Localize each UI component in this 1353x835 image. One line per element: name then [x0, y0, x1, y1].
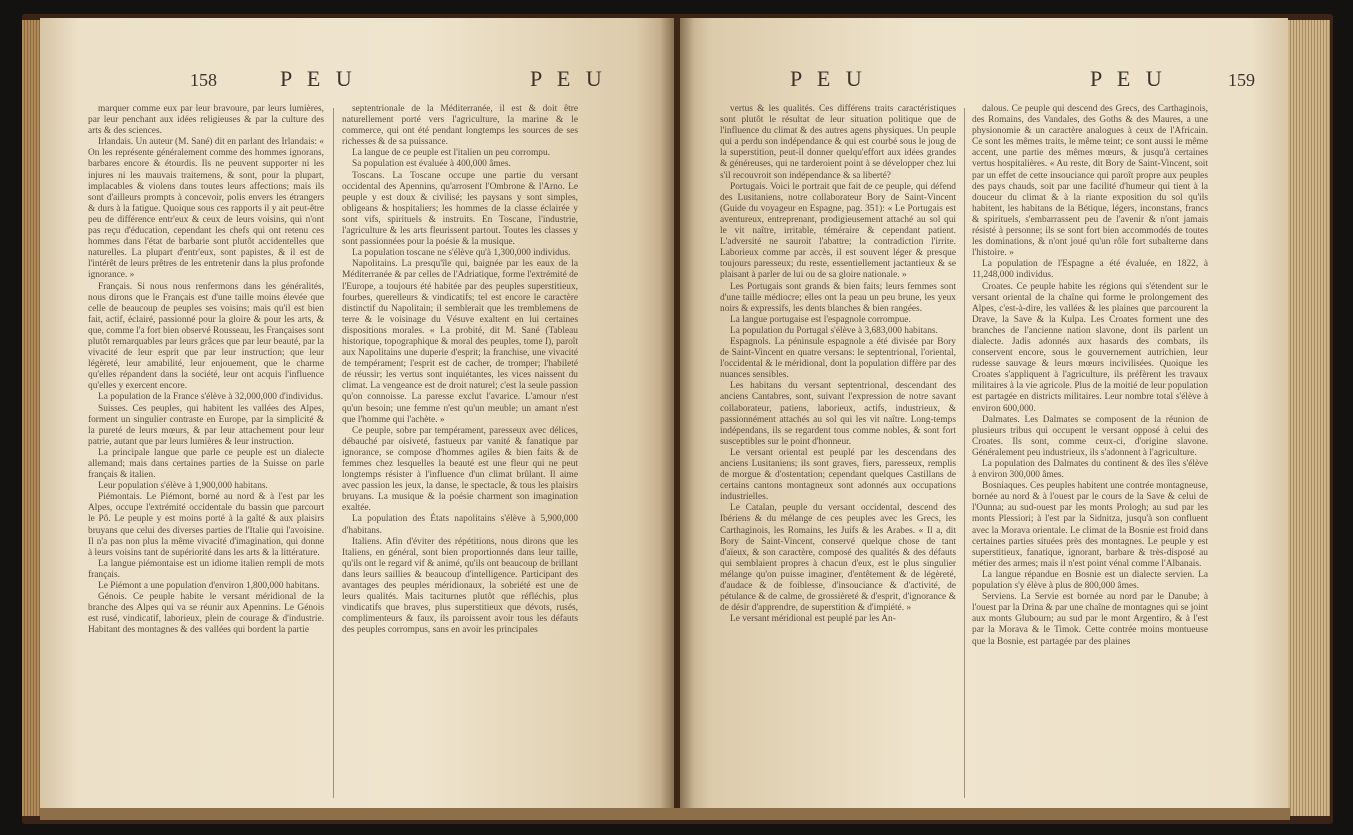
paragraph: Le versant méridional est peuplé par les An- [730, 614, 896, 625]
paragraph: Le Catalan, peuple du versant occidental, descend des Ibériens & du mélange de ces peuples avec les Grecs, les Carthaginois, les Romains, les Juifs & les Arabes. « Il a, dit Bory de Saint-Vincent, conservé quelque chose de tant d'aïeux, & son caractère, composé des qualités & des défauts qui semblaient propres à chacun d'eux, est le plus singulier mélange qu'on puisse imaginer, d'entêtement & de légèreté, d'audace & de foiblesse, d'insouciance & d'activité, de pétulance & de calme, de grossièreté & d'esprit, d'ignorance & de désir d'apprendre, de superstition & d'impiété. » [720, 503, 956, 614]
paragraph: Leur population s'élève à 1,900,000 habitans. [98, 481, 268, 492]
paragraph: Espagnols. La péninsule espagnole a été divisée par Bory de Saint-Vincent en quatre versans: le septentrional, l'oriental, l'occidental & le méridional, dont la population diffère par des nuances sensibles. [720, 336, 956, 381]
paragraph: Napolitains. La presqu'île qui, baignée par les eaux de la Méditerranée & par celles de l'Adriatique, forme l'extrémité de l'Europe, a toujours été habitée par des peuples superstitieux, fourbes, querelleurs & vindicatifs; tel est encore le caractère distinctif du Napolitain; il semblerait que les tremblemens de terre & le voisinage du Vésuve exaltent en lui certaines dispositions morales. « La probité, dit M. Sané (Tableau historique, topographique & moral des peuples, tome I), paroît aux Napolitains une duperie d'esprit; la franchise, une vivacité de tempérament; l'esprit est de cacher, de tromper; l'habileté de réussir; les vertus sont inquiétantes, les vices naissent du climat. La vengeance est de droit naturel; c'est la seule passion qu'on connoisse. La paresse exclut l'avarice. L'amour n'est qu'un besoin; une femme n'est qu'un meuble; un amant n'est que l'homme qui l'achète. » [342, 259, 578, 425]
paragraph: Piémontais. Le Piémont, borné au nord & à l'est par les Alpes, occupe l'extrémité occidentale du bassin que parcourt le Pô. Le peuple y est moins porté à la gaîté & aux plaisirs bruyans que celui des diverses parties de l'Italie qui l'avoisine. Il n'a pas non plus la même vivacité d'imagination, qui donne à leurs voisins tant de supériorité dans les arts & la littérature. [88, 492, 324, 558]
paragraph: La langue piémontaise est un idiome italien rempli de mots français. [88, 558, 324, 580]
paragraph: La langue répandue en Bosnie est un dialecte servien. La population s'y élève à plus de 800,000 âmes. [972, 569, 1208, 592]
paragraph: La principale langue que parle ce peuple est un dialecte allemand; mais dans certaines parties de la Suisse on parle français & italien. [88, 447, 324, 481]
paragraph: Ce peuple, sobre par tempérament, paresseux avec délices, débauché par oisiveté, fastueux par vanité & fanatique par ignorance, se compose d'hommes agiles & bien faits & de femmes chez lesquelles la beauté est une fleur qui ne peut longtemps résister à l'influence d'un climat brûlant. Il aime avec passion les jeux, la danse, le spectacle, & tous les plaisirs bruyans. La musique & la poésie charment son imagination exaltée. [342, 425, 578, 514]
paragraph: Suisses. Ces peuples, qui habitent les vallées des Alpes, forment un singulier contraste en Europe, par la simplicité & la pureté de leurs mœurs, & par leur attachement pour leur patrie, autant que par leurs lumières & leur instruction. [88, 403, 324, 447]
book-bottom-edge [40, 808, 1290, 820]
paragraph: Bosniaques. Ces peuples habitent une contrée montagneuse, bornée au nord & à l'ouest par le cours de la Save & celui de l'Ounna; au sud-ouest par les monts Prologh; au sud par les monts Plessiori; à l'est par la Sidnitza, jusqu'à son confluent avec la Morava orientale. Le climat de la Bosnie est froid dans certaines parties situées près des montagnes. Le peuple y est superstitieux, fanatique, ignorant, barbare & très-disposé au métier des armes; mais il n'est point vénal comme l'Albanais. [972, 481, 1208, 569]
paragraph: vertus & les qualités. Ces différens traits caractéristiques sont plutôt le résultat de leur situation politique que de l'influence du climat & des autres agens physiques. Un peuple qui a perdu son indépendance & qui est courbé sous le joug de la superstition, peut-il donner quelqu'effort aux idées grandes & généreuses, qui ne tarderoient point à se développer chez lui s'il recouvroit son indépendance & sa liberté? [720, 104, 956, 181]
paragraph: Le versant oriental est peuplé par les descendans des anciens Lusitaniens; ils sont graves, fiers, paresseux, remplis de morgue & d'ostentation; cependant quelques Castillans de certains cantons montagneux sont adonnés aux occupations industrielles. [720, 447, 956, 503]
left-page [40, 18, 674, 808]
paragraph: Toscans. La Toscane occupe une partie du versant occidental des Apennins, qu'arrosent l'Ombrone & l'Arno. Le peuple y est doux & civilisé; les paysans y sont simples, obligeans & hospitaliers; les hommes de la classe éclairée y sont vifs, spirituels & instruits. En Toscane, l'industrie, l'agriculture & les arts fleurissent partout. Toutes les classes y sont passionnées pour la poésie & la musique. [342, 170, 578, 248]
right-page [680, 18, 1288, 808]
left-running-head-2: P E U [530, 66, 607, 91]
paragraph: Français. Si nous nous renfermons dans les généralités, nous dirons que le Français est d'une taille moins élevée que celle de beaucoup de peuples ses voisins; mais qu'il est bien fait, actif, éclairé, passionné pour la gloire & pour les arts, & que, comme l'a fort bien observé Rousseau, les Françaises sont plutôt remarquables par leurs grâces que par leur beauté, par la vivacité de leur esprit que par leur instruction; que leur légèreté, leur amabilité, leur enjouement, que le charme qu'elles répandent dans la société, leur ont acquis l'influence qu'elles y exercent encore. [88, 281, 324, 392]
paragraph: Croates. Ce peuple habite les régions qui s'étendent sur le versant oriental de la chaîne qui forme le prolongement des Alpes, c'est-à-dire, les vallées & les plaines que parcourent la Drave, la Save & la Kulpa. Les Croates forment une des branches de l'ancienne nation slavone, dont ils parlent un dialecte. Jadis adonnés aux hasards des combats, ils conservent encore, sous le gouvernement autrichien, leur rudesse sauvage & leurs mœurs incivilisées. Quoique les Croates s'appliquent à l'agriculture, ils préfèrent les travaux militaires à la vie agricole. Plus de la moitié de leur population est partagée en districts militaires. Leur nombre total s'élève à environ 600,000. [972, 281, 1208, 414]
paragraph: Dalmates. Les Dalmates se composent de la réunion de plusieurs tribus qui occupent le versant opposé à celui des Croates. Ils sont, comme ceux-ci, d'origine slavone. Généralement peu industrieux, ils s'adonnent à l'agriculture. [972, 414, 1208, 458]
paragraph: Les Portugais sont grands & bien faits; leurs femmes sont d'une taille médiocre; elles ont la peau un peu brune, les yeux noirs & expressifs, les dents blanches & bien rangées. [720, 281, 956, 314]
paragraph: La population du Portugal s'élève à 3,683,000 habitans. [730, 325, 938, 336]
right-page-number: 159 [1228, 70, 1255, 90]
paragraph: La langue portugaise est l'espagnole corrompue. [730, 314, 911, 325]
paragraph: La population toscane ne s'élève qu'à 1,300,000 individus. [352, 248, 571, 259]
right-page-edges [1288, 20, 1330, 816]
left-column-1 [88, 104, 324, 637]
paragraph: La population des États napolitains s'élève à 5,900,000 d'habitans. [342, 514, 578, 536]
left-column-2 [342, 104, 578, 637]
right-running-head-2: P E U [1090, 66, 1167, 91]
book-gutter [660, 18, 694, 808]
paragraph: Les habitans du versant septentrional, descendant des anciens Cantabres, sont, suivant l'expression de notre savant collaborateur, patiens, laborieux, actifs, industrieux, & passionnément attachés au sol qui les vit naître. Long-temps indépendans, ils se regardent tous comme nobles, & sont fort susceptibles sur le point d'honneur. [720, 381, 956, 447]
paragraph: marquer comme eux par leur bravoure, par leurs lumières, par leur penchant aux idées religieuses & par la culture des arts & des sciences. [88, 104, 324, 137]
left-page-number: 158 [190, 70, 217, 90]
left-page-edges [22, 20, 42, 816]
paragraph: La population des Dalmates du continent & des îles s'élève à environ 300,000 âmes. [972, 459, 1208, 481]
paragraph: Portugais. Voici le portrait que fait de ce peuple, qui défend des Lusitaniens, notre collaborateur Bory de Saint-Vincent (Guide du voyageur en Espagne, pag. 351): « Le Portugais est aventureux, entreprenant, prodigieusement attaché au sol qui le vit naître, irritable, téméraire & cependant patient. L'adversité ne sauroit l'abattre; la contradiction l'irrite. Laborieux comme par accès, il est souvent léger & presque toujours paresseux; du reste, essentiellement jactantieux & se plaisant à parler de lui ou de sa gloire nationale. » [720, 181, 956, 281]
left-running-head-1: P E U [280, 66, 357, 91]
paragraph: Italiens. Afin d'éviter des répétitions, nous dirons que les Italiens, en général, sont bien proportionnés dans leur taille, qu'ils ont le regard vif & animé, qu'ils ont beaucoup de brillant dans leurs saillies & beaucoup d'intelligence. Participant des avantages des peuples méridionaux, la sobriété est une de leurs qualités. Mais taciturnes plutôt que réfléchis, plus vindicatifs que braves, plus superstitieux que dévots, rusés, complimenteurs & faux, ils paroissent avoir tous les défauts des peuples corrompus, sans en avoir les principales [342, 536, 578, 636]
paragraph: septentrionale de la Méditerranée, il est & doit être naturellement porté vers l'agriculture, la marine & le commerce, qui ont été pendant longtemps les sources de ses richesses & de sa puissance. [342, 104, 578, 148]
paragraph: La population de la France s'élève à 32,000,000 d'individus. [98, 392, 323, 403]
right-running-head-1: P E U [790, 66, 867, 91]
paragraph: La population de l'Espagne a été évaluée, en 1822, à 11,248,000 individus. [972, 259, 1208, 281]
paragraph: Génois. Ce peuple habite le versant méridional de la branche des Alpes qui va se réunir aux Apennins. Le Génois est rusé, vindicatif, laborieux, plein de courage & d'industrie. Habitant des montagnes & des vallées qui bordent la partie [88, 592, 324, 636]
paragraph: Irlandais. Un auteur (M. Sané) dit en parlant des Irlandais: « On les représente généralement comme des hommes ignorans, barbares encore & étourdis. Ils ne peuvent supporter ni les injures ni les mauvais traitemens, & sont, pour la plupart, implacables & violens dans toutes leurs affections; mais ils sont d'ailleurs prompts à concevoir, polis envers les étrangers & durs à la fatigue. Quoique sous ces rapports il y ait peut-être peu de différence entr'eux & ceux de leurs voisins, qui n'ont pas reçu d'éducation, cependant les chefs qui ont retenu ces hommes dans l'état de barbarie sont plutôt accidentelles que naturelles. La plupart d'entr'eux, sont papistes, & il est de l'intérêt de leurs prêtres de les entretenir dans la plus profonde ignorance. » [88, 137, 324, 281]
paragraph: Le Piémont a une population d'environ 1,800,000 habitans. [98, 581, 320, 592]
paragraph: Serviens. La Servie est bornée au nord par le Danube; à l'ouest par la Drina & par une chaîne de montagnes qui se joint aux monts Glubourn; au sud par le mont Argentiro, & à l'est par la Morava & le Timok. Cette contrée moins montueuse que la Bosnie, est partagée par des plaines [972, 592, 1208, 647]
column-rule [964, 108, 965, 798]
paragraph: dalous. Ce peuple qui descend des Grecs, des Carthaginois, des Romains, des Vandales, des Goths & des Maures, a une physionomie & un caractère analogues à ceux de l'Africain. Ce sont les mêmes traits, le même teint; ce sont aussi le même accent, une partie des mêmes mœurs, & jusqu'à certaines vertus hospitalières. « Au reste, dit Bory de Saint-Vincent, soit par un effet de cette insouciance qui paroît propre aux peuples des pays chauds, soit par une facilité d'humeur qui tient à la douceur du climat & à la riante exposition du sol qu'ils habitent, les habitans de la Bétique, légers, inconstans, francs & spirituels, s'embarrassent peu de l'avenir & n'ont jamais résisté à personne; ils se sont fort bien accommodés de toutes les dominations, & n'ont joué qu'un rôle fort subalterne dans l'histoire. » [972, 104, 1208, 259]
paragraph: Sa population est évaluée à 400,000 âmes. [352, 159, 511, 170]
right-column-1 [720, 104, 956, 625]
right-column-2 [972, 104, 1208, 648]
column-rule [333, 108, 334, 798]
paragraph: La langue de ce peuple est l'italien un peu corrompu. [352, 148, 550, 159]
